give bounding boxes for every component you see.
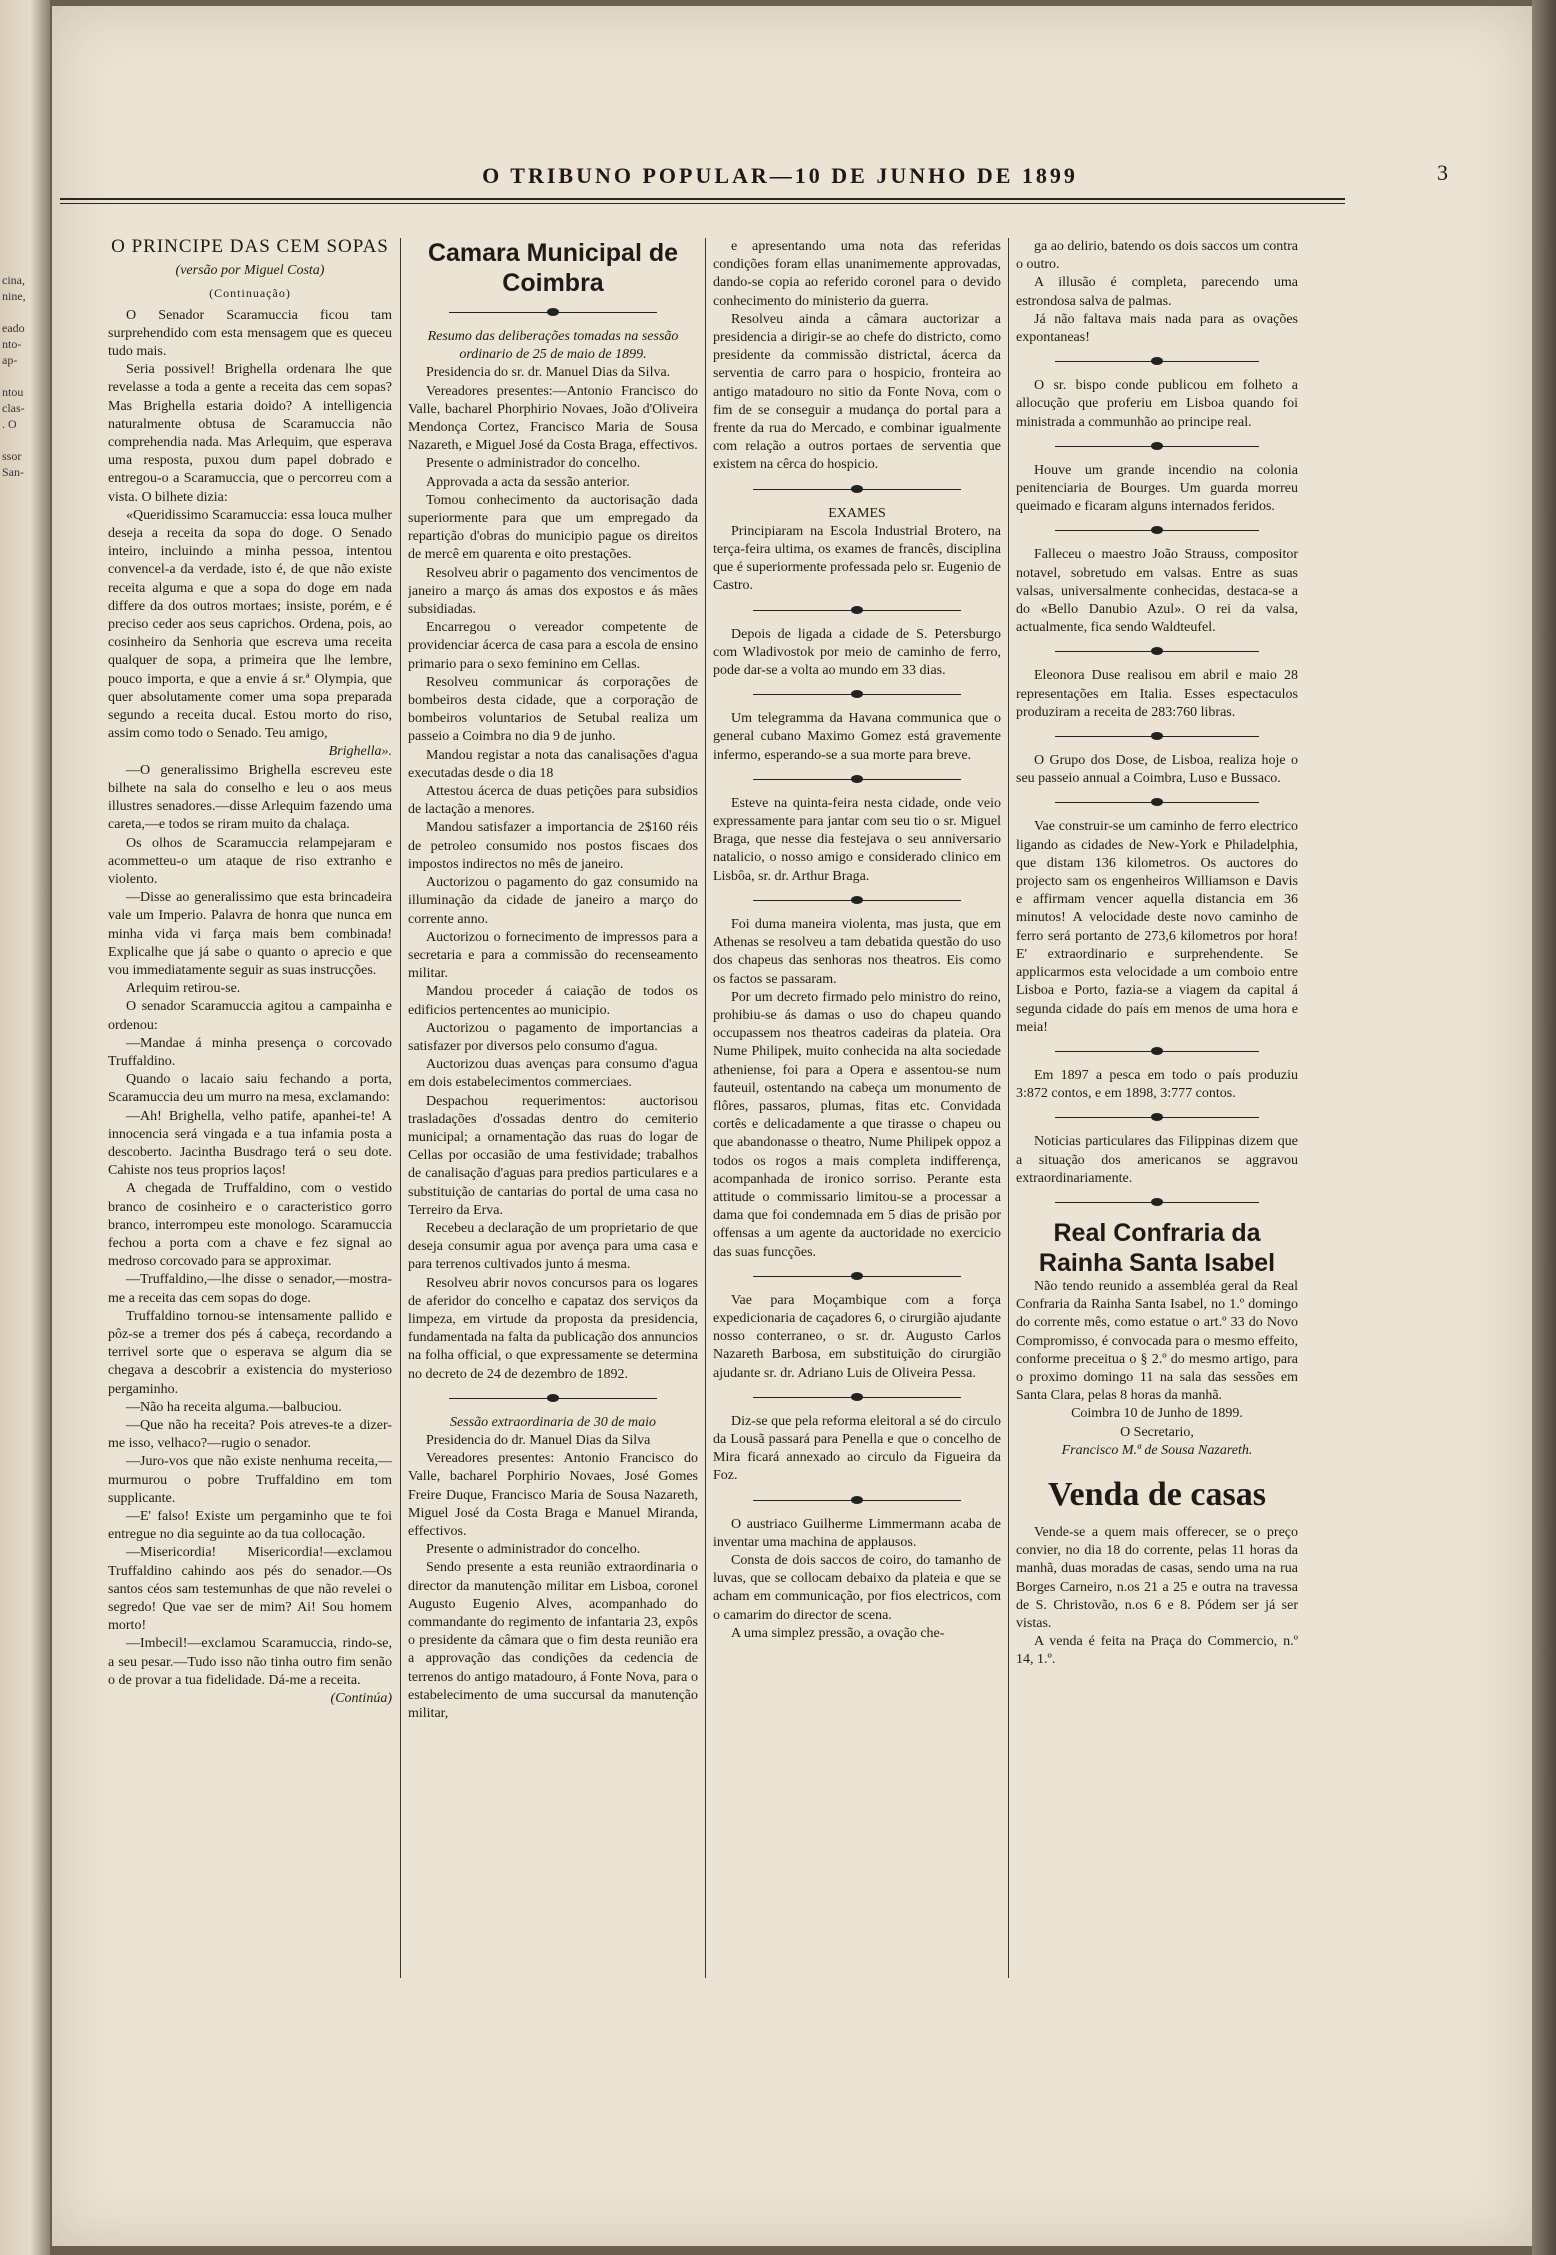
news-item: Por um decreto firmado pelo ministro do reino, prohibiu-se ás damas o uso do chapeu quando occupassem nos theatros cadeiras da plateia. Ora Nume Philipek, muito conhecida na alta sociedade atheniense, foi para a Opera e assentou-se num fauteuil, ostentando na cabeça um monumento de flôres, passaros, plumas, fitas etc. Convidada cortês e delicadamente a que tirasse o chapeu ou que abandonasse o theatro, Nume Philipek oppoz a todos os rogos a mais completa indifferença, acompanhada de ironico sorriso. Perante esta attitude o commissario limitou-se a processar a dama que foi condemnada em 5 dias de prisão por offensas a um agente da auctoridade no exercicio das suas funcções. bbox=[713, 989, 1001, 1260]
news-item: A uma simplez pressão, a ovação che- bbox=[731, 1625, 945, 1641]
separator-ornament bbox=[1016, 792, 1298, 814]
masthead: O TRIBUNO POPULAR—10 DE JUNHO DE 1899 bbox=[482, 163, 1078, 188]
camara-paragraph: Mandou proceder á caiação de todos os edificios pertencentes ao municipio. bbox=[408, 984, 698, 1018]
story-paragraph: —Que não ha receita? Pois atreves-te a dizer-me isso, velhaco?—rugio o senador. bbox=[108, 1418, 392, 1452]
separator-ornament bbox=[1016, 1041, 1298, 1063]
camara-paragraph: Approvada a acta da sessão anterior. bbox=[426, 474, 630, 490]
confraria-date: Coimbra 10 de Junho de 1899. bbox=[1071, 1406, 1243, 1422]
news-paragraph: Resolveu ainda a câmara auctorizar a presidencia a dirigir-se ao chefe do districto, como presidente da commissão districtal, ácerca da serventia de carro para o hospicio, fronteira ao antigo matadouro no sitio da Fonte Nova, com o fim de se conseguir a mudança do portal para a frente da rua do Mercado, e combinar igualmente com relação a outros portaes de serventia que existem na cêrca do hospicio. bbox=[713, 311, 1001, 473]
news-item: O Grupo dos Dose, de Lisboa, realiza hoje o seu passeio annual a Coimbra, Luso e Bussaco. bbox=[1016, 753, 1298, 787]
camara-paragraph: Resolveu abrir novos concursos para os logares de aferidor do concelho e capataz dos serviços da limpeza, em virtude da proposta da presidencia, fundamentada na falta da publicação dos annuncios na folha official, o que expressamente se determina no decreto de 24 de dezembro de 1892. bbox=[408, 1275, 698, 1382]
adjacent-page-text: cina, nine, eado nto- ap- ntou clas- . O ssor San- bbox=[2, 273, 26, 479]
story-paragraph: —Não ha receita alguma.—balbuciou. bbox=[126, 1399, 342, 1415]
story-continuation-label: (Continuação) bbox=[209, 286, 291, 301]
separator-ornament bbox=[1016, 1107, 1298, 1129]
venda-paragraph: Vende-se a quem mais offerecer, se o preço convier, no dia 18 do corrente, pelas 11 horas da manhã, duas moradas de casas, sendo uma na rua Borges Carneiro, n.os 21 a 25 e outra na travessa de S. Christovão, n.os 6 e 8. Pódem ser já ser vistas. bbox=[1016, 1524, 1298, 1631]
page-binding-shadow bbox=[1532, 0, 1556, 2255]
story-paragraph: O senador Scaramuccia agitou a campainha e ordenou: bbox=[108, 999, 392, 1033]
story-paragraph: Seria possivel! Brighella ordenara lhe que revelasse a toda a gente a receita das cem sopas? Mas Brighella estaria doido? A intelligencia naturalmente obtusa de Scaramuccia não comprehendia nada. Mas Arlequim, que esperava uma resposta, puxou dum papel dobrado e entregou-o a Scaramuccia, que o percorreu com a vista. O bilhete dizia: bbox=[108, 362, 392, 505]
confraria-paragraph: Não tendo reunido a assembléa geral da Real Confraria da Rainha Santa Isabel, no 1.º domingo do corrente mês, como estatue o art.º 33 do Novo Compromisso, é convocada para o mesmo effeito, conforme preceitua o § 2.º do mesmo artigo, para o proximo domingo 11 na sala das sessões em Santa Clara, pelas 8 horas da manhã. bbox=[1016, 1278, 1298, 1404]
separator-ornament bbox=[408, 1388, 698, 1410]
story-paragraph: O Senador Scaramuccia ficou tam surprehendido com esta mensagem que es queceu tudo mais. bbox=[108, 307, 392, 360]
separator-ornament bbox=[1016, 726, 1298, 748]
venda-paragraph: A venda é feita na Praça do Commercio, n.º 14, 1.º. bbox=[1016, 1634, 1298, 1668]
story-paragraph: —Juro-vos que não existe nenhuma receita,—murmurou o pobre Truffaldino em tom supplicante. bbox=[108, 1454, 392, 1506]
separator-ornament bbox=[713, 684, 1001, 706]
news-item: Houve um grande incendio na colonia penitenciaria de Bourges. Um guarda morreu queimado e ficaram alguns internados feridos. bbox=[1016, 462, 1298, 515]
camara-paragraph: Vereadores presentes:—Antonio Francisco do Valle, bacharel Phorphirio Novaes, João d'Oliveira Mendonça Cortez, Francisco Maria de Sousa Nazareth, e Miguel José da Costa Braga, effectivos. bbox=[408, 383, 698, 454]
camara-subtitle: Resumo das deliberações tomadas na sessão ordinario de 25 de maio de 1899. bbox=[427, 329, 679, 363]
story-paragraph: —Imbecil!—exclamou Scaramuccia, rindo-se, a seu pesar.—Tudo isso não tinha outro fim senão o de provar a tua fidelidade. Dá-me a receita. bbox=[108, 1636, 392, 1688]
newspaper-page bbox=[52, 6, 1532, 2246]
story-paragraph: —Misericordia! Misericordia!—exclamou Truffaldino cahindo aos pés do senador.—Os santos céos sam testemunhas de que não revelei o segredo! Que vae ser de mim? Ai! Sou homem morto! bbox=[108, 1545, 392, 1634]
story-paragraph: Quando o lacaio saiu fechando a porta, Scaramuccia deu um murro na mesa, exclamando: bbox=[108, 1072, 392, 1106]
separator-ornament bbox=[713, 769, 1001, 791]
news-item: Vae construir-se um caminho de ferro electrico ligando as cidades de New-York e Philadelphia, que distam 136 kilometros. Os auctores do projecto sam os engenheiros Williamson e Davis e affirmam vencer aquella distancia em 36 minutos! A velocidade deste novo caminho de ferro será portanto de 273,6 kilometros por hora! E' extraordinario e surprehendente. Se applicarmos esta velocidade a um comboio entre Lisboa e Porto, fazia-se a viagem da capital á segunda cidade do país em menos de uma hora e meia! bbox=[1016, 819, 1298, 1035]
column-serial-story bbox=[108, 238, 392, 1988]
separator-ornament bbox=[713, 479, 1001, 501]
separator-ornament bbox=[1016, 641, 1298, 663]
camara-paragraph: Despachou requerimentos: auctorisou trasladações d'ossadas dentro do cemiterio municipal; a ornamentação das ruas do logar de Cellas por occasião de uma festividade; trabalhos de canalisação d'aguas para predios particulares e a substituição de cantarias do portal de uma casa no Terreiro da Erva. bbox=[408, 1093, 698, 1218]
camara-paragraph: Encarregou o vereador competente de providenciar ácerca de casa para a escola de ensino primario para o sexo feminino em Cellas. bbox=[408, 620, 698, 672]
camara-paragraph: Auctorizou duas avenças para consumo d'agua em dois estabelecimentos commerciaes. bbox=[408, 1057, 698, 1091]
separator-ornament bbox=[1016, 1192, 1298, 1214]
news-paragraph: ga ao delirio, batendo os dois saccos um contra o outro. bbox=[1016, 239, 1298, 273]
news-item: Noticias particulares das Filippinas dizem que a situação dos americanos se aggravou extraordinariamente. bbox=[1016, 1134, 1298, 1186]
story-paragraph: —Ah! Brighella, velho patife, apanhei-te! A innocencia será vingada e a tua infamia posta a descoberto. Jacintha Busdrago terá o seu dote. Cahiste nos teus proprios laços! bbox=[108, 1108, 392, 1179]
story-paragraph: —Disse ao generalissimo que esta brincadeira vale um Imperio. Palavra de honra que nunca em minha vida vi farça mais bem combinada! Explicalhe que já sabe o quanto o aprecio e que vou immediatamente seguir as suas instrucções. bbox=[108, 890, 392, 978]
news-item: Esteve na quinta-feira nesta cidade, onde veio expressamente para jantar com seu tio o sr. Miguel Braga, que nesse dia festejava o seu anniversario natalicio, o nosso amigo e considerado clinico em Lisbôa, sr. dr. Arthur Braga. bbox=[713, 795, 1001, 884]
camara-paragraph: Presente o administrador do concelho. bbox=[426, 456, 641, 472]
news-item: O sr. bispo conde publicou em folheto a allocução que proferiu em Lisboa quando foi ministrada a communhão ao principe real. bbox=[1016, 378, 1298, 430]
story-paragraph: «Queridissimo Scaramuccia: essa louca mulher deseja a receita da sopa do doge. O Senado inteiro, incluindo a minha pessoa, intentou convencel-a da verdade, isto é, de que não existe receita alguma e que a sopa do doge em nada differe da dos outros mortaes; insiste, porém, e é preciso ceder aos seus caprichos. Ordena, pois, ao cosinheiro da Senhoria que escreva uma receita qualquer de sopa, a primeira que lhe lembre, pouco importa, e que a envie á sr.ª Olympia, que quer absolutamente comer uma sopa preparada segundo a receita ducal. Estou morto do riso, assim como todo o Senado. Teu amigo, bbox=[108, 507, 392, 742]
story-paragraph: A chegada de Truffaldino, com o vestido branco de cosinheiro e o caracteristico gorro branco, interrompeu este monologo. Scaramuccia fechou a porta com a chave e fez signal ao medroso corcovado para se approximar. bbox=[108, 1181, 392, 1270]
separator-ornament bbox=[713, 1490, 1001, 1512]
news-paragraph: Já não faltava mais nada para as ovações expontaneas! bbox=[1016, 311, 1298, 346]
story-paragraph: —Mandae á minha presença o corcovado Truffaldino. bbox=[108, 1035, 392, 1069]
story-paragraph: Truffaldino tornou-se intensamente pallido e pôz-se a tremer dos pés á cabeça, recordando a terrivel sorte que o esperava se algum dia se chegava a descobrir a existencia do mysterioso pergaminho. bbox=[108, 1308, 392, 1397]
exames-title: EXAMES bbox=[828, 505, 886, 521]
confraria-role: O Secretario, bbox=[1120, 1424, 1194, 1440]
camara-paragraph: Auctorizou o pagamento do gaz consumido na illuminação da cidade de janeiro a março do corrente anno. bbox=[408, 875, 698, 927]
camara-paragraph: Resolveu abrir o pagamento dos vencimentos de janeiro a março ás amas dos expostos e ás mães subsidiadas. bbox=[408, 565, 698, 618]
story-signature: Brighella». bbox=[328, 744, 392, 760]
news-paragraph: e apresentando uma nota das referidas condições foram ellas unanimemente approvadas, dando-se copia ao referido coronel para o devido conhecimento do ministerio da guerra. bbox=[713, 239, 1001, 309]
separator-ornament bbox=[713, 600, 1001, 622]
story-paragraph: —E' falso! Existe um pergaminho que te foi entregue no dia seguinte ao da tua collocação. bbox=[108, 1509, 392, 1543]
separator-ornament bbox=[1016, 351, 1298, 373]
session-paragraph: Presidencia do dr. Manuel Dias da Silva bbox=[426, 1432, 651, 1448]
story-title: O PRINCIPE DAS CEM SOPAS bbox=[111, 238, 389, 257]
adjacent-page-edge bbox=[0, 0, 50, 2255]
masthead-rule bbox=[60, 198, 1345, 200]
separator-ornament bbox=[1016, 520, 1298, 542]
story-body bbox=[108, 307, 392, 1690]
exames-paragraph: Principiaram na Escola Industrial Brotero, na terça-feira ultima, os exames de francês, disciplina que é superiormente professada pelo sr. Eugenio de Castro. bbox=[713, 523, 1001, 594]
separator-ornament bbox=[713, 890, 1001, 912]
separator-ornament bbox=[713, 1387, 1001, 1409]
camara-paragraph: Resolveu communicar ás corporações de bombeiros desta cidade, que a corporação de bombeiros voluntarios de Setubal realiza um passeio a Coimbra no dia 9 de junho. bbox=[408, 674, 698, 745]
camara-paragraph: Auctorizou o fornecimento de impressos para a secretaria e para a commissão do recenseamento militar. bbox=[408, 929, 698, 982]
column-divider bbox=[400, 238, 401, 1978]
story-paragraph: —Truffaldino,—lhe disse o senador,—mostra-me a receita das cem sopas do doge. bbox=[108, 1272, 392, 1306]
news-item: O austriaco Guilherme Limmermann acaba de inventar uma machina de applausos. bbox=[713, 1516, 1001, 1550]
column-news bbox=[713, 238, 1001, 1988]
camara-paragraph: Presidencia do sr. dr. Manuel Dias da Silva. bbox=[426, 365, 671, 381]
news-item: Falleceu o maestro João Strauss, compositor notavel, sobretudo em valsas. Entre as suas valsas, universalmente conhecidas, destaca-se a do «Bello Danubio Azul». O rei da valsa, actualmente, fica sendo Waldteufel. bbox=[1016, 547, 1298, 636]
session-paragraph: Sendo presente a esta reunião extraordinaria o director da manutenção militar em Lisboa, coronel Augusto Eugenio Alves, acompanhado do commandante do regimento de infantaria 23, expôs o presidente da câmara que o fim desta reunião era a approvação das condições da cedencia de terrenos do antigo matadouro, á Fonte Nova, para o estabelecimento de uma succursal da manutenção militar, bbox=[408, 1560, 698, 1722]
news-item: Foi duma maneira violenta, mas justa, que em Athenas se resolveu a tam debatida questão do uso dos chapeus das senhoras nos theatros. Eis como os factos se passaram. bbox=[713, 916, 1001, 987]
story-paragraph: —O generalissimo Brighella escreveu este bilhete na sala do conselho e leu o aos meus illustres senadores.—disse Arlequim fazendo uma careta,—e todos se riram muito da chalaça. bbox=[108, 762, 392, 833]
separator-ornament bbox=[408, 302, 698, 324]
confraria-signature: Francisco M.ª de Sousa Nazareth. bbox=[1061, 1442, 1253, 1458]
news-paragraph: A illusão é completa, parecendo uma estrondosa salva de palmas. bbox=[1016, 275, 1298, 309]
camara-paragraph: Attestou ácerca de duas petições para subsidios de lactação a menores. bbox=[408, 784, 698, 818]
camara-paragraph: Mandou registar a nota das canalisações d'agua executadas desde o dia 18 bbox=[408, 747, 698, 781]
story-continues-label: (Continúa) bbox=[330, 1691, 392, 1707]
separator-ornament bbox=[1016, 436, 1298, 458]
page-number: 3 bbox=[1437, 160, 1448, 185]
news-item: Diz-se que pela reforma eleitoral a sé do circulo da Lousã passará para Penella e que o concelho de Mira ficará annexado ao circulo da Figueira da Foz. bbox=[713, 1413, 1001, 1484]
session-paragraph: Vereadores presentes: Antonio Francisco do Valle, bacharel Porphirio Novaes, José Gomes Freire Duque, Francisco Maria de Sousa Nazareth, Miguel José da Costa Braga e Manuel Miranda, effectivos. bbox=[408, 1451, 698, 1539]
news-item: Vae para Moçambique com a força expedicionaria de caçadores 6, o cirurgião ajudante nosso conterraneo, o sr. dr. Augusto Carlos Nazareth Barbosa, em substituição do cirurgião ajudante sr. dr. Adriano Luis de Oliveira Pessa. bbox=[713, 1292, 1001, 1381]
masthead-rule-thin bbox=[60, 203, 1345, 204]
story-paragraph: Os olhos de Scaramuccia relampejaram e acommetteu-o um ataque de riso extranho e violento. bbox=[108, 835, 392, 887]
news-item: Um telegramma da Havana communica que o general cubano Maximo Gomez está gravemente infermo, esperando-se a sua morte para breve. bbox=[713, 711, 1001, 763]
camara-title: Camara Municipal de Coimbra bbox=[427, 239, 679, 297]
camara-paragraph: Recebeu a declaração de um proprietario de que deseja consumir agua por avença para uma casa e para terrenos cultivados junto á mesma. bbox=[408, 1220, 698, 1273]
news-item: Depois de ligada a cidade de S. Petersburgo com Wladivostok por meio de caminho de ferro, pode dar-se a volta ao mundo em 33 dias. bbox=[713, 626, 1001, 679]
camara-paragraph: Tomou conhecimento da auctorisação dada superiormente para que um empregado da repartição d'obras do municipio pague os direitos de mercê em quarenta e oito prestações. bbox=[408, 492, 698, 563]
column-camara-municipal bbox=[408, 238, 698, 1988]
news-item: Eleonora Duse realisou em abril e maio 28 representações em Italia. Esses espectaculos produziram a receita de 283:760 libras. bbox=[1016, 668, 1298, 720]
camara-paragraph: Auctorizou o pagamento de importancias a satisfazer por diversos pelo consumo d'agua. bbox=[408, 1020, 698, 1054]
column-divider bbox=[1008, 238, 1009, 1978]
column-notices bbox=[1016, 238, 1298, 1988]
camara-paragraph: Mandou satisfazer a importancia de 2$160 réis de petroleo consumido nos postos fiscaes dos impostos indirectos no mês de janeiro. bbox=[408, 820, 698, 872]
session-title: Sessão extraordinaria de 30 de maio bbox=[450, 1414, 656, 1430]
story-paragraph: Arlequim retirou-se. bbox=[126, 981, 241, 997]
column-divider bbox=[705, 238, 706, 1978]
separator-ornament bbox=[713, 1266, 1001, 1288]
story-subtitle: (versão por Miguel Costa) bbox=[175, 263, 325, 279]
venda-title: Venda de casas bbox=[1048, 1475, 1266, 1513]
news-item: Em 1897 a pesca em todo o país produziu 3:872 contos, e em 1898, 3:777 contos. bbox=[1016, 1067, 1298, 1102]
confraria-title: Real Confraria da Rainha Santa Isabel bbox=[1038, 1218, 1276, 1277]
news-item: Consta de dois saccos de coiro, do tamanho de luvas, que se collocam debaixo da plateia e que se acham em communicação, por fios electricos, com o camarim do director de scena. bbox=[713, 1552, 1001, 1623]
session-paragraph: Presente o administrador do concelho. bbox=[426, 1542, 641, 1558]
